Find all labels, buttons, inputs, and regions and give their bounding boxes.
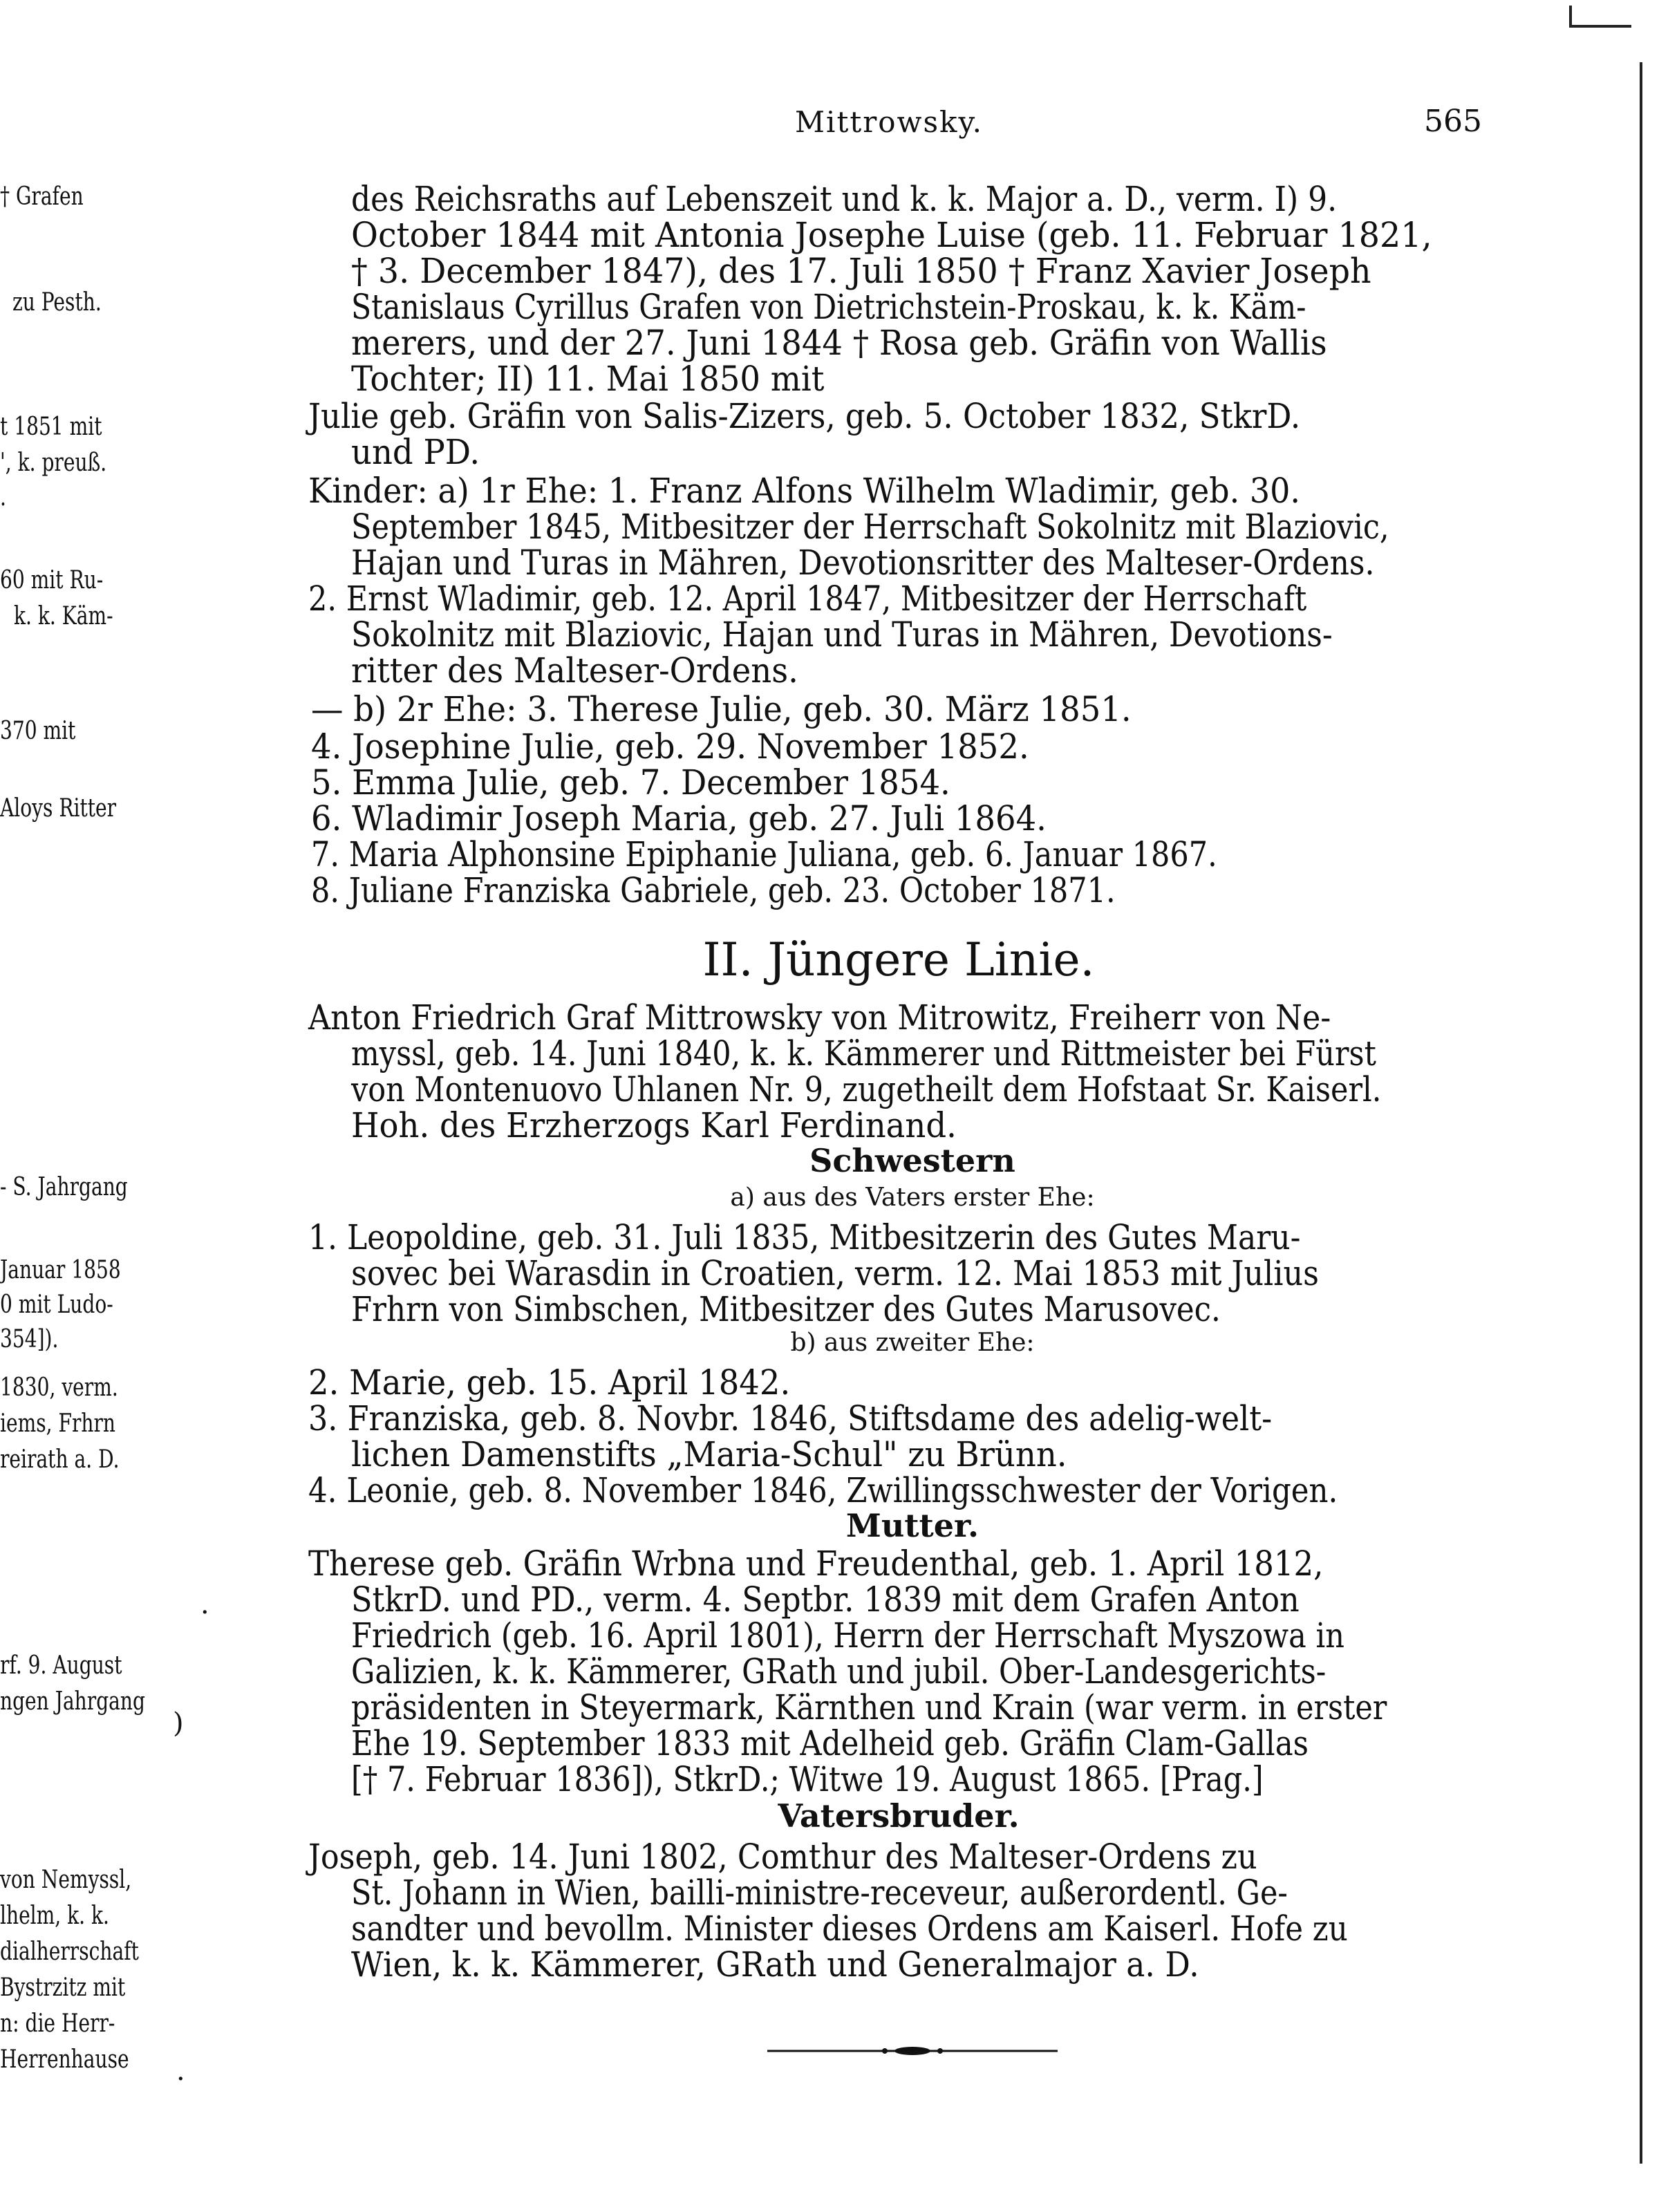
bleed-fragment: t 1851 mit — [0, 413, 102, 441]
corner-mark-horizontal — [1569, 25, 1631, 28]
stray-mark: · — [176, 2063, 185, 2095]
text-line: Joseph, geb. 14. Juni 1802, Comthur des Malteser-Ordens zu — [308, 1837, 1257, 1877]
page-number: 565 — [1424, 104, 1482, 139]
text-line: 4. Leonie, geb. 8. November 1846, Zwillingsschwester der Vorigen. — [308, 1470, 1338, 1510]
bleed-fragment: lhelm, k. k. — [0, 1902, 109, 1930]
text-line: sandter und bevollm. Minister dieses Ordens am Kaiserl. Hofe zu — [351, 1909, 1348, 1949]
text-line: Anton Friedrich Graf Mittrowsky von Mitrowitz, Freiherr von Ne- — [308, 997, 1331, 1038]
running-header-title: Mittrowsky. — [795, 105, 984, 139]
text-line: 7. Maria Alphonsine Epiphanie Juliana, geb. 6. Januar 1867. — [311, 834, 1217, 874]
text-line: Frhrn von Simbschen, Mitbesitzer des Gutes Marusovec. — [351, 1289, 1221, 1329]
text-line: präsidenten in Steyermark, Kärnthen und Krain (war verm. in erster — [351, 1687, 1387, 1727]
bleed-fragment: n: die Herr- — [0, 2009, 115, 2038]
heading-vatersbruder: Vatersbruder. — [778, 1797, 1020, 1835]
text-line: September 1845, Mitbesitzer der Herrschaft Sokolnitz mit Blaziovic, — [351, 507, 1389, 547]
text-line: Galizien, k. k. Kämmerer, GRath und jubil. Ober-Landesgerichts- — [351, 1651, 1327, 1691]
text-line: 8. Juliane Franziska Gabriele, geb. 23. October 1871. — [311, 870, 1116, 910]
text-line: sovec bei Warasdin in Croatien, verm. 12. Mai 1853 mit Julius — [351, 1253, 1319, 1293]
stray-mark: · — [200, 1597, 209, 1629]
text-line: und PD. — [351, 432, 480, 472]
bleed-fragment: - S. Jahrgang — [0, 1173, 128, 1201]
text-line: myssl, geb. 14. Juni 1840, k. k. Kämmerer und Rittmeister bei Fürst — [351, 1033, 1376, 1074]
heading-schwestern: Schwestern — [809, 1142, 1015, 1179]
bleed-fragment: 370 mit — [0, 717, 76, 745]
heading-mutter: Mutter. — [845, 1507, 980, 1544]
bleed-fragment: 0 mit Ludo- — [0, 1291, 113, 1319]
bleed-fragment: iems, Frhrn — [0, 1409, 115, 1438]
text-line: 3. Franziska, geb. 8. Novbr. 1846, Stiftsdame des adelig-welt- — [308, 1398, 1273, 1438]
bleed-fragment: 354]). — [0, 1325, 59, 1353]
text-line: ritter des Malteser-Ordens. — [351, 650, 798, 691]
bleed-fragment: 60 mit Ru- — [0, 566, 104, 594]
text-line: Tochter; II) 11. Mai 1850 mit — [351, 359, 825, 399]
subheading-second-marriage: b) aus zweiter Ehe: — [790, 1329, 1035, 1357]
bleed-fragment: dialherrschaft — [0, 1938, 139, 1966]
text-line: lichen Damenstifts „Maria-Schul" zu Brünn. — [351, 1434, 1067, 1474]
bleed-fragment: zu Pesth. — [12, 288, 102, 317]
text-line: des Reichsraths auf Lebenszeit und k. k. Major a. D., verm. I) 9. — [351, 179, 1338, 219]
text-line: 6. Wladimir Joseph Maria, geb. 27. Juli 1864. — [311, 798, 1047, 838]
text-line: Wien, k. k. Kämmerer, GRath und Generalmajor a. D. — [351, 1944, 1199, 1985]
text-line: StkrD. und PD., verm. 4. Septbr. 1839 mit dem Grafen Anton — [351, 1580, 1300, 1620]
text-line: Friedrich (geb. 16. April 1801), Herrn der Herrschaft Myszowa in — [351, 1615, 1344, 1656]
bleed-fragment: Herrenhause — [0, 2045, 129, 2074]
text-line: Stanislaus Cyrillus Grafen von Dietrichstein-Proskau, k. k. Käm- — [351, 287, 1306, 327]
text-line: 4. Josephine Julie, geb. 29. November 1852. — [311, 727, 1029, 767]
previous-page-margin — [0, 0, 145, 2212]
bleed-fragment: Aloys Ritter — [0, 794, 117, 823]
text-line: [† 7. Februar 1836]), StkrD.; Witwe 19. August 1865. [Prag.] — [351, 1759, 1264, 1799]
text-line: † 3. December 1847), des 17. Juli 1850 † Franz Xavier Joseph — [351, 251, 1371, 291]
text-line: merers, und der 27. Juni 1844 † Rosa geb. Gräfin von Wallis — [351, 323, 1327, 363]
text-line: 5. Emma Julie, geb. 7. December 1854. — [311, 762, 950, 803]
bleed-fragment: . — [0, 483, 6, 512]
subheading-first-marriage: a) aus des Vaters erster Ehe: — [730, 1183, 1095, 1212]
text-line: Sokolnitz mit Blaziovic, Hajan und Turas in Mähren, Devotions- — [351, 615, 1333, 655]
bleed-fragment: von Nemyssl, — [0, 1866, 132, 1894]
bleed-fragment: † Grafen — [0, 182, 84, 211]
bleed-fragment: ngen Jahrgang — [0, 1687, 145, 1716]
bleed-fragment: reirath a. D. — [0, 1445, 120, 1474]
text-line: Kinder: a) 1r Ehe: 1. Franz Alfons Wilhelm Wladimir, geb. 30. — [308, 471, 1301, 511]
text-line: Ehe 19. September 1833 mit Adelheid geb. Gräfin Clam-Gallas — [351, 1723, 1309, 1763]
bleed-fragment: rf. 9. August — [0, 1651, 122, 1680]
text-line: St. Johann in Wien, bailli-ministre-receveur, außerordentl. Ge- — [351, 1873, 1288, 1913]
text-line: October 1844 mit Antonia Josephe Luise (geb. 11. Februar 1821, — [351, 215, 1432, 255]
text-line: von Montenuovo Uhlanen Nr. 9, zugetheilt dem Hofstaat Sr. Kaiserl. — [351, 1069, 1382, 1109]
text-line: Hoh. des Erzherzogs Karl Ferdinand. — [351, 1105, 957, 1145]
text-line: Julie geb. Gräfin von Salis-Zizers, geb. 5. October 1832, StkrD. — [308, 396, 1301, 436]
text-line: Therese geb. Gräfin Wrbna und Freudenthal, geb. 1. April 1812, — [308, 1544, 1324, 1584]
bleed-fragment: ', k. preuß. — [0, 449, 107, 477]
ornamental-rule — [767, 2046, 1058, 2056]
bleed-fragment: 1830, verm. — [0, 1374, 118, 1402]
page-edge-line — [1640, 62, 1642, 2164]
text-line: Hajan und Turas in Mähren, Devotionsritter des Malteser-Ordens. — [351, 543, 1375, 583]
text-line: 2. Marie, geb. 15. April 1842. — [308, 1362, 791, 1403]
text-line: — b) 2r Ehe: 3. Therese Julie, geb. 30. März 1851. — [311, 689, 1132, 729]
section-heading: II. Jüngere Linie. — [702, 933, 1095, 986]
bleed-fragment: k. k. Käm- — [14, 602, 113, 630]
bleed-fragment: Bystrzitz mit — [0, 1974, 126, 2002]
stray-mark: ) — [173, 1707, 184, 1739]
bleed-fragment: Januar 1858 — [0, 1256, 121, 1284]
text-line: 1. Leopoldine, geb. 31. Juli 1835, Mitbesitzerin des Gutes Maru- — [308, 1217, 1301, 1257]
text-line: 2. Ernst Wladimir, geb. 12. April 1847, Mitbesitzer der Herrschaft — [308, 579, 1307, 619]
